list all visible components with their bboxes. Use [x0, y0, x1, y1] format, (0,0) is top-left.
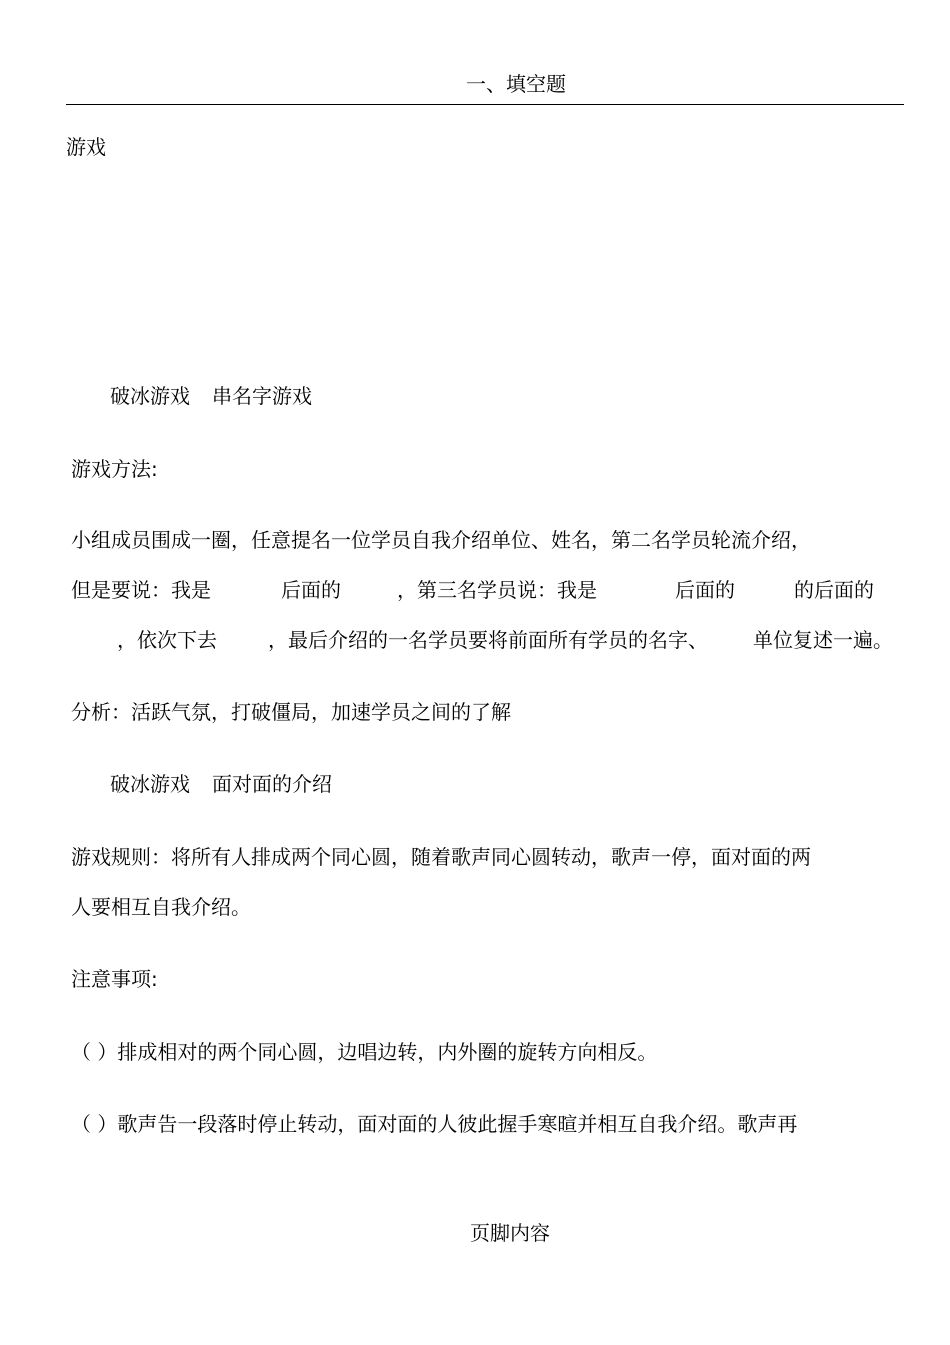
section-label: 游戏	[66, 135, 106, 159]
game1-method-label: 游戏方法:	[71, 457, 158, 481]
game1-line2-p4: 后面的	[675, 578, 735, 602]
game1-line1: 小组成员围成一圈，任意提名一位学员自我介绍单位、姓名，第二名学员轮流介绍，	[71, 528, 811, 552]
game2-title-b: 面对面的介绍	[212, 772, 332, 796]
game1-line3-p1: ，依次下去	[117, 628, 217, 652]
game1-title-a: 破冰游戏	[110, 384, 190, 408]
game1-line2-p2: 后面的	[281, 578, 341, 602]
game1-line3-p2: ，最后介绍的一名学员要将前面所有学员的名字、	[268, 628, 708, 652]
game2-rules-line2: 人要相互自我介绍。	[71, 895, 251, 919]
game2-title-a: 破冰游戏	[110, 772, 190, 796]
game2-rules-line1: 游戏规则：将所有人排成两个同心圆，随着歌声同心圆转动，歌声一停，面对面的两	[71, 845, 811, 869]
page-title: 一、填空题	[466, 72, 566, 96]
game2-notes-label: 注意事项:	[71, 967, 158, 991]
game1-line3-p3: 单位复述一遍。	[753, 628, 893, 652]
game1-analysis: 分析：活跃气氛，打破僵局，加速学员之间的了解	[71, 700, 511, 724]
game1-title-b: 串名字游戏	[212, 384, 312, 408]
game1-line2-p5: 的后面的	[794, 578, 874, 602]
header-rule	[66, 104, 904, 105]
game2-note1: （ ）排成相对的两个同心圆，边唱边转，内外圈的旋转方向相反。	[71, 1040, 658, 1064]
page-footer: 页脚内容	[470, 1221, 550, 1245]
game1-line2-p1: 但是要说：我是	[71, 578, 211, 602]
game1-line2-p3: ，第三名学员说：我是	[397, 578, 597, 602]
game2-note2: （ ）歌声告一段落时停止转动，面对面的人彼此握手寒暄并相互自我介绍。歌声再	[71, 1112, 798, 1136]
